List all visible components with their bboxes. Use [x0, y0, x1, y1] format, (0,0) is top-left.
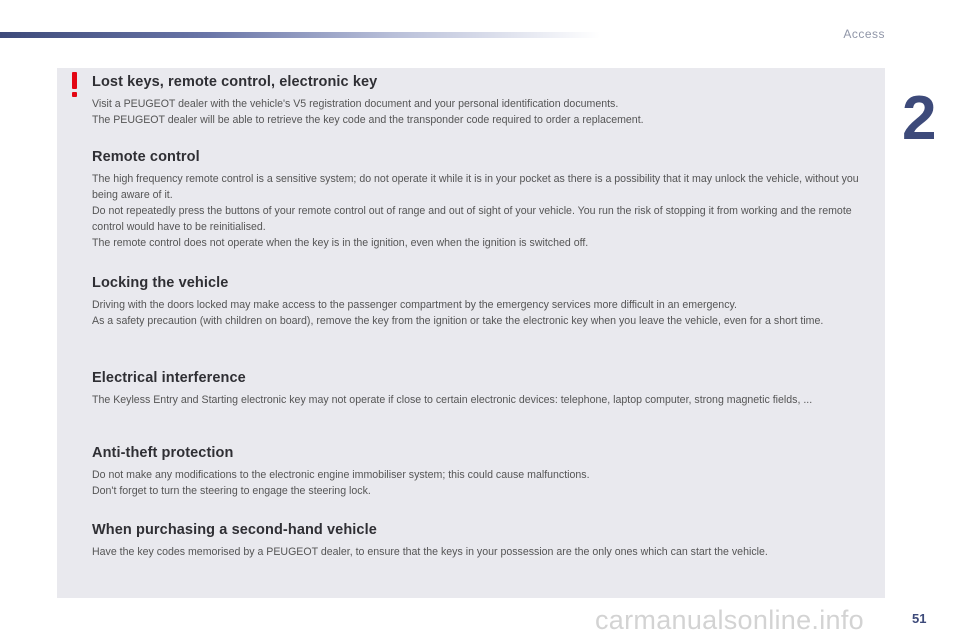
section-heading: Electrical interference: [92, 370, 246, 386]
section-electrical-interference: [92, 370, 882, 408]
section-heading: Locking the vehicle: [92, 275, 229, 291]
section-locking-vehicle: [92, 275, 882, 329]
section-anti-theft: [92, 445, 882, 499]
paragraph: The high frequency remote control is a sensitive system; do not operate it while it is in your pocket as there is a possibility that it may unlock the vehicle, without you being aware of it.: [92, 173, 859, 201]
section-heading: Remote control: [92, 149, 200, 165]
paragraph: Do not repeatedly press the buttons of your remote control out of range and out of sight of your vehicle. You run the risk of stopping it from working and the remote control would have to be reinitialised.: [92, 205, 852, 233]
paragraph: Driving with the doors locked may make access to the passenger compartment by the emergency services more difficult in an emergency.: [92, 299, 737, 311]
paragraph: Visit a PEUGEOT dealer with the vehicle's V5 registration document and your personal identification documents.: [92, 98, 619, 110]
section-second-hand: [92, 522, 882, 560]
warning-panel: [57, 68, 885, 598]
section-remote-control: [92, 149, 882, 251]
page-number: 51: [912, 611, 927, 626]
paragraph: The remote control does not operate when the key is in the ignition, even when the ignition is switched off.: [92, 237, 589, 249]
paragraph: The Keyless Entry and Starting electronic key may not operate if close to certain electronic devices: telephone, laptop computer, strong magnetic fields, ...: [92, 394, 813, 406]
section-lost-keys: [92, 74, 882, 128]
header-gradient-bar: [0, 32, 600, 38]
paragraph: Do not make any modifications to the electronic engine immobiliser system; this could cause malfunctions.: [92, 469, 590, 481]
chapter-number: 2: [902, 84, 937, 153]
watermark: carmanualsonline.info: [595, 605, 864, 635]
paragraph: Don't forget to turn the steering to engage the steering lock.: [92, 485, 371, 497]
paragraph: The PEUGEOT dealer will be able to retrieve the key code and the transponder code required to order a replacement.: [92, 114, 644, 126]
section-heading: Lost keys, remote control, electronic key: [92, 74, 378, 90]
section-heading: Anti-theft protection: [92, 445, 234, 461]
paragraph: As a safety precaution (with children on board), remove the key from the ignition or take the electronic key when you leave the vehicle, even for a short time.: [92, 315, 824, 327]
exclamation-icon: [70, 72, 80, 98]
section-heading: When purchasing a second-hand vehicle: [92, 522, 377, 538]
section-title: Access: [843, 27, 885, 41]
paragraph: Have the key codes memorised by a PEUGEOT dealer, to ensure that the keys in your possession are the only ones which can start the vehicle.: [92, 546, 768, 558]
